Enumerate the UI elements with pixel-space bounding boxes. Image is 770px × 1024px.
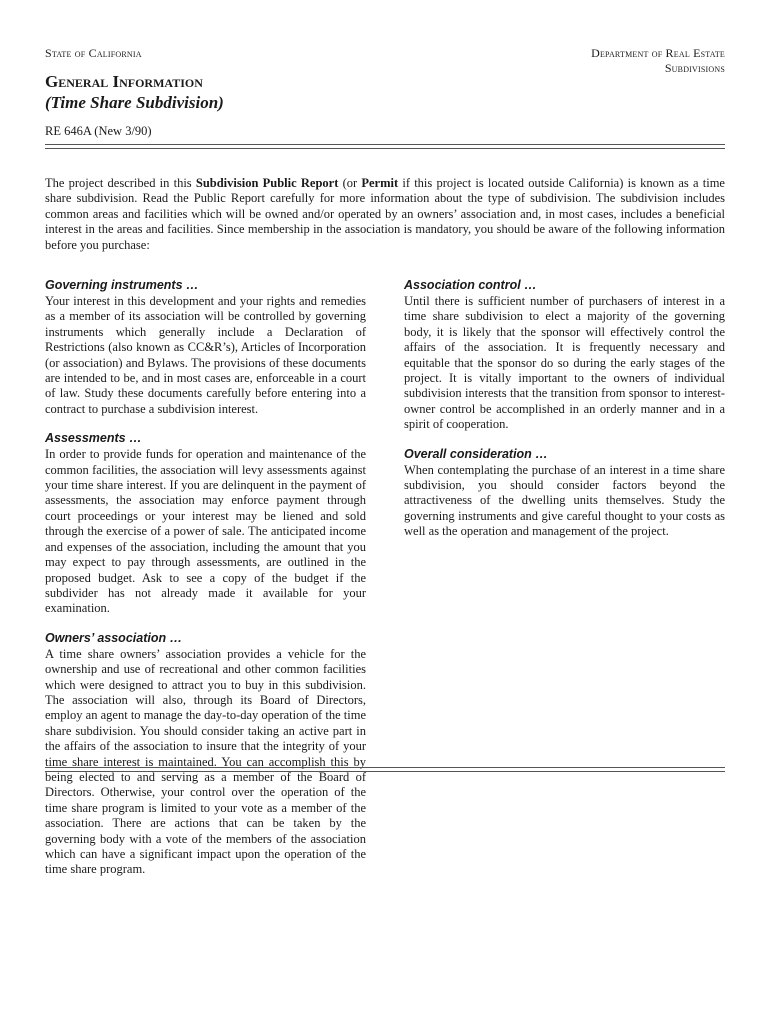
intro-report-name: Subdivision Public Report (195, 176, 339, 190)
left-column (45, 278, 366, 892)
department-header (591, 46, 725, 76)
section-body: In order to provide funds for operation and maintenance of the common facilities, the association will levy assessments against your time share interest. If you are delinquent in the payment of assessments, the association may enforce payment through court proceedings or your interest may be liened and sold through the exercise of a power of sale. The anticipated income and expenses of the association, including the amount that you may expect to pay through assessments, are outlined in the proposed budget. Ask to see a copy of the budget if the subdivider has not already made it available for your examination. (45, 447, 366, 616)
intro-paragraph (45, 176, 725, 253)
intro-text-2: (or (338, 176, 362, 190)
intro-text-3: if this project is located outside California) is known as a time share subdivision. Read the Public Report carefully for more information about the type of subdivision. The subdivision includes common areas and facilities which will be owned and/or operated by an owners’ association and, in most cases, includes a beneficial interest in the areas and facilities. Since membership in the association is mandatory, you should be aware of the following information before you purchase: (45, 176, 725, 252)
section-assessments (45, 431, 366, 616)
section-heading: Owners’ association … (45, 630, 183, 645)
section-heading: Governing instruments … (45, 278, 199, 292)
intro-text-1: The project described in this (45, 176, 196, 190)
department-division: Subdivisions (664, 61, 725, 75)
intro-permit: Permit (361, 176, 399, 190)
section-heading: Overall consideration … (404, 446, 548, 461)
section-overall-consideration (404, 447, 725, 540)
top-divider (45, 144, 725, 149)
form-number: RE 646A (New 3/90) (45, 124, 152, 138)
section-owners-association (45, 631, 366, 878)
section-body: When contemplating the purchase of an interest in a time share subdivision, you should consider factors beyond the attractiveness of the dwelling units themselves. Study the governing instruments and give careful thought to your costs as well as the operation and management of the project. (404, 462, 725, 539)
right-column (404, 278, 725, 554)
document-subtitle: (Time Share Subdivision) (45, 93, 224, 112)
department-name: Department of Real Estate (591, 46, 725, 60)
bottom-divider (45, 767, 725, 772)
section-body: Your interest in this development and your rights and remedies as a member of its association will be controlled by governing instruments which generally include a Declaration of Restrictions (also known as CC&R’s), Articles of Incorporation (or association) and Bylaws. The provisions of these documents are intended to be, and in most cases are, enforceable in a court of law. Study these documents carefully before entering into a contract to purchase a subdivision interest. (45, 294, 366, 416)
document-title: General Information (45, 72, 203, 91)
section-heading: Association control … (404, 278, 537, 292)
state-header: State of California (45, 46, 142, 60)
section-body: A time share owners’ association provides a vehicle for the ownership and use of recreational and other common facilities which were designed to attract you to buy in this subdivision. The association will also, through its Board of Directors, employ an agent to manage the day-to-day operation of the time share subdivision. You should consider taking an active part in the affairs of the association to insure that the integrity of your time share interest is maintained. You can accomplish this by being elected to and serving as a member of the Board of Directors. Otherwise, your control over the operation of the time share program is limited to your vote as a member of the association. There are actions that can be taken by the governing body with a vote of the members of the association which can have a significant impact upon the operation of the time share program. (45, 646, 366, 877)
section-governing-instruments (45, 278, 366, 417)
section-association-control (404, 278, 725, 433)
section-heading: Assessments … (45, 431, 142, 446)
section-body: Until there is sufficient number of purchasers of interest in a time share subdivision to elect a majority of the governing body, it is likely that the sponsor will effectively control the affairs of the association. It is frequently necessary and equitable that the sponsor do so during the early stages of the project. It is vitally important to the owners of individual subdivision interests that the transition from sponsor to interest-owner control be accomplished in an orderly manner and in a spirit of cooperation. (404, 294, 725, 432)
